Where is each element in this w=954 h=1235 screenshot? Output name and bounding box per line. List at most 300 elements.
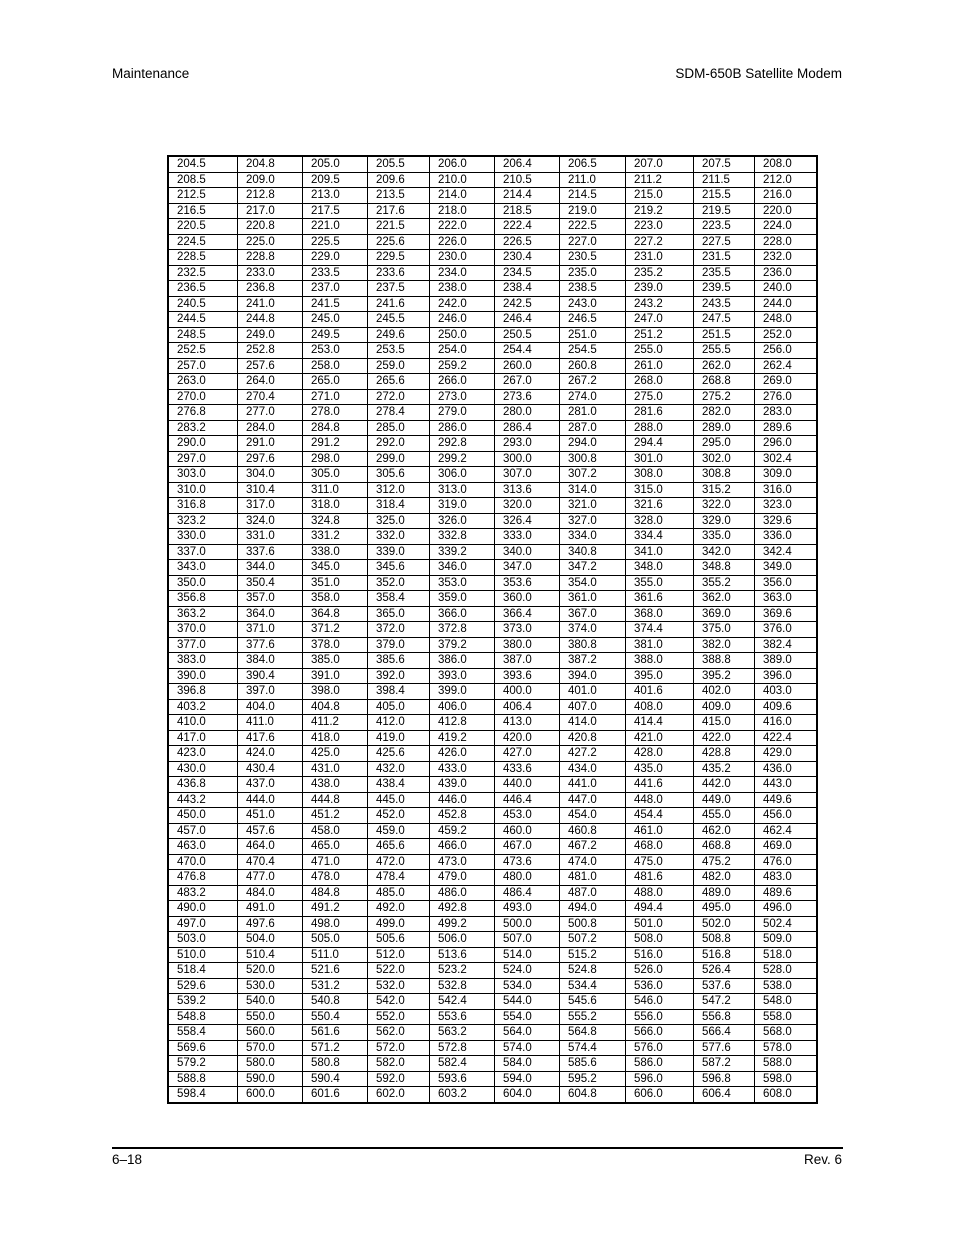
- footer-divider: [112, 1147, 843, 1149]
- table-cell: 438.4: [368, 777, 430, 793]
- table-cell: 446.0: [430, 792, 495, 808]
- table-cell: 358.0: [303, 591, 368, 607]
- table-cell: 416.0: [755, 715, 818, 731]
- table-row: [168, 715, 817, 731]
- table-cell: 291.0: [238, 436, 303, 452]
- table-cell: 580.0: [238, 1056, 303, 1072]
- table-cell: 515.2: [560, 947, 626, 963]
- table-cell: 479.0: [430, 870, 495, 886]
- table-cell: 401.6: [626, 684, 694, 700]
- table-cell: 571.2: [303, 1040, 368, 1056]
- table-cell: 209.0: [238, 172, 303, 188]
- table-cell: 246.0: [430, 312, 495, 328]
- table-cell: 326.4: [495, 513, 560, 529]
- table-cell: 240.5: [168, 296, 238, 312]
- table-cell: 454.0: [560, 808, 626, 824]
- table-cell: 486.0: [430, 885, 495, 901]
- table-cell: 566.0: [626, 1025, 694, 1041]
- table-cell: 384.0: [238, 653, 303, 669]
- table-cell: 283.0: [755, 405, 818, 421]
- table-cell: 369.0: [694, 606, 755, 622]
- table-cell: 358.4: [368, 591, 430, 607]
- table-cell: 569.6: [168, 1040, 238, 1056]
- table-cell: 520.0: [238, 963, 303, 979]
- table-cell: 537.6: [694, 978, 755, 994]
- table-cell: 299.0: [368, 451, 430, 467]
- table-cell: 598.4: [168, 1087, 238, 1103]
- table-row: [168, 420, 817, 436]
- table-cell: 424.0: [238, 746, 303, 762]
- table-cell: 219.2: [626, 203, 694, 219]
- table-cell: 226.5: [495, 234, 560, 250]
- table-cell: 449.6: [755, 792, 818, 808]
- table-cell: 493.0: [495, 901, 560, 917]
- table-cell: 420.8: [560, 730, 626, 746]
- table-cell: 236.5: [168, 281, 238, 297]
- table-cell: 459.2: [430, 823, 495, 839]
- table-cell: 258.0: [303, 358, 368, 374]
- table-cell: 392.0: [368, 668, 430, 684]
- table-cell: 463.0: [168, 839, 238, 855]
- table-cell: 236.0: [755, 265, 818, 281]
- table-cell: 430.4: [238, 761, 303, 777]
- table-cell: 316.8: [168, 498, 238, 514]
- table-cell: 241.6: [368, 296, 430, 312]
- table-cell: 347.0: [495, 560, 560, 576]
- table-row: [168, 932, 817, 948]
- table-cell: 217.6: [368, 203, 430, 219]
- table-row: [168, 544, 817, 560]
- table-cell: 257.6: [238, 358, 303, 374]
- table-cell: 508.0: [626, 932, 694, 948]
- table-cell: 228.5: [168, 250, 238, 266]
- table-cell: 443.0: [755, 777, 818, 793]
- table-cell: 305.6: [368, 467, 430, 483]
- table-cell: 507.0: [495, 932, 560, 948]
- table-cell: 560.0: [238, 1025, 303, 1041]
- table-cell: 212.8: [238, 188, 303, 204]
- table-row: [168, 653, 817, 669]
- table-cell: 546.0: [626, 994, 694, 1010]
- table-cell: 280.0: [495, 405, 560, 421]
- table-cell: 213.0: [303, 188, 368, 204]
- table-cell: 387.0: [495, 653, 560, 669]
- table-cell: 231.0: [626, 250, 694, 266]
- table-cell: 562.0: [368, 1025, 430, 1041]
- table-cell: 207.5: [694, 156, 755, 172]
- table-cell: 204.5: [168, 156, 238, 172]
- table-cell: 378.0: [303, 637, 368, 653]
- table-cell: 225.6: [368, 234, 430, 250]
- table-cell: 574.0: [495, 1040, 560, 1056]
- table-cell: 213.5: [368, 188, 430, 204]
- table-cell: 305.0: [303, 467, 368, 483]
- table-cell: 458.0: [303, 823, 368, 839]
- table-cell: 366.4: [495, 606, 560, 622]
- table-cell: 313.6: [495, 482, 560, 498]
- table-cell: 524.8: [560, 963, 626, 979]
- table-cell: 500.0: [495, 916, 560, 932]
- table-cell: 210.0: [430, 172, 495, 188]
- table-row: [168, 746, 817, 762]
- table-cell: 243.5: [694, 296, 755, 312]
- table-cell: 207.0: [626, 156, 694, 172]
- table-cell: 603.2: [430, 1087, 495, 1103]
- table-row: [168, 699, 817, 715]
- table-cell: 389.0: [755, 653, 818, 669]
- header-section-title: Maintenance: [112, 66, 190, 81]
- table-cell: 239.5: [694, 281, 755, 297]
- table-cell: 397.0: [238, 684, 303, 700]
- table-cell: 234.0: [430, 265, 495, 281]
- table-cell: 297.0: [168, 451, 238, 467]
- table-cell: 572.8: [430, 1040, 495, 1056]
- table-cell: 208.0: [755, 156, 818, 172]
- table-cell: 312.0: [368, 482, 430, 498]
- table-cell: 427.2: [560, 746, 626, 762]
- table-row: [168, 389, 817, 405]
- table-row: [168, 451, 817, 467]
- table-cell: 240.0: [755, 281, 818, 297]
- table-cell: 460.0: [495, 823, 560, 839]
- table-cell: 323.0: [755, 498, 818, 514]
- table-cell: 332.8: [430, 529, 495, 545]
- table-cell: 592.0: [368, 1071, 430, 1087]
- table-cell: 254.4: [495, 343, 560, 359]
- table-cell: 600.0: [238, 1087, 303, 1103]
- table-row: [168, 947, 817, 963]
- table-cell: 425.6: [368, 746, 430, 762]
- table-cell: 409.6: [755, 699, 818, 715]
- table-row: [168, 234, 817, 250]
- table-cell: 243.0: [560, 296, 626, 312]
- table-cell: 387.2: [560, 653, 626, 669]
- frequency-table: [167, 155, 818, 1104]
- table-cell: 351.0: [303, 575, 368, 591]
- table-cell: 451.2: [303, 808, 368, 824]
- table-cell: 509.0: [755, 932, 818, 948]
- table-cell: 244.8: [238, 312, 303, 328]
- table-cell: 593.6: [430, 1071, 495, 1087]
- table-cell: 257.0: [168, 358, 238, 374]
- table-cell: 375.0: [694, 622, 755, 638]
- table-row: [168, 358, 817, 374]
- table-cell: 239.0: [626, 281, 694, 297]
- table-cell: 318.4: [368, 498, 430, 514]
- table-cell: 481.6: [626, 870, 694, 886]
- table-cell: 395.2: [694, 668, 755, 684]
- table-cell: 433.6: [495, 761, 560, 777]
- table-cell: 230.5: [560, 250, 626, 266]
- table-cell: 223.0: [626, 219, 694, 235]
- table-cell: 357.0: [238, 591, 303, 607]
- table-cell: 412.8: [430, 715, 495, 731]
- table-cell: 417.0: [168, 730, 238, 746]
- table-cell: 259.0: [368, 358, 430, 374]
- table-cell: 423.0: [168, 746, 238, 762]
- table-cell: 500.8: [560, 916, 626, 932]
- table-cell: 415.0: [694, 715, 755, 731]
- table-cell: 489.6: [755, 885, 818, 901]
- table-row: [168, 343, 817, 359]
- table-cell: 512.0: [368, 947, 430, 963]
- table-cell: 361.6: [626, 591, 694, 607]
- table-cell: 532.0: [368, 978, 430, 994]
- table-cell: 526.0: [626, 963, 694, 979]
- table-cell: 353.6: [495, 575, 560, 591]
- table-cell: 449.0: [694, 792, 755, 808]
- table-row: [168, 482, 817, 498]
- table-cell: 485.0: [368, 885, 430, 901]
- table-cell: 396.8: [168, 684, 238, 700]
- table-cell: 289.6: [755, 420, 818, 436]
- table-cell: 404.8: [303, 699, 368, 715]
- table-cell: 524.0: [495, 963, 560, 979]
- table-cell: 227.2: [626, 234, 694, 250]
- table-cell: 443.2: [168, 792, 238, 808]
- table-cell: 432.0: [368, 761, 430, 777]
- table-cell: 514.0: [495, 947, 560, 963]
- table-cell: 364.8: [303, 606, 368, 622]
- table-cell: 476.8: [168, 870, 238, 886]
- table-cell: 348.0: [626, 560, 694, 576]
- table-cell: 340.0: [495, 544, 560, 560]
- table-cell: 278.0: [303, 405, 368, 421]
- table-cell: 425.0: [303, 746, 368, 762]
- table-cell: 276.0: [755, 389, 818, 405]
- table-cell: 542.0: [368, 994, 430, 1010]
- table-cell: 331.0: [238, 529, 303, 545]
- table-cell: 356.0: [755, 575, 818, 591]
- table-cell: 486.4: [495, 885, 560, 901]
- table-cell: 269.0: [755, 374, 818, 390]
- table-cell: 385.6: [368, 653, 430, 669]
- table-cell: 275.0: [626, 389, 694, 405]
- table-cell: 494.4: [626, 901, 694, 917]
- table-cell: 227.5: [694, 234, 755, 250]
- table-cell: 540.0: [238, 994, 303, 1010]
- table-cell: 219.0: [560, 203, 626, 219]
- table-cell: 412.0: [368, 715, 430, 731]
- table-cell: 540.8: [303, 994, 368, 1010]
- table-cell: 338.0: [303, 544, 368, 560]
- table-cell: 441.6: [626, 777, 694, 793]
- table-row: [168, 188, 817, 204]
- table-cell: 467.0: [495, 839, 560, 855]
- table-cell: 572.0: [368, 1040, 430, 1056]
- table-cell: 497.0: [168, 916, 238, 932]
- table-cell: 253.0: [303, 343, 368, 359]
- table-cell: 278.4: [368, 405, 430, 421]
- table-cell: 354.0: [560, 575, 626, 591]
- table-cell: 337.6: [238, 544, 303, 560]
- table-cell: 293.0: [495, 436, 560, 452]
- table-cell: 336.0: [755, 529, 818, 545]
- table-cell: 409.0: [694, 699, 755, 715]
- table-cell: 224.0: [755, 219, 818, 235]
- table-cell: 434.0: [560, 761, 626, 777]
- table-cell: 215.0: [626, 188, 694, 204]
- table-cell: 339.0: [368, 544, 430, 560]
- table-cell: 414.0: [560, 715, 626, 731]
- table-cell: 294.0: [560, 436, 626, 452]
- table-cell: 244.0: [755, 296, 818, 312]
- table-cell: 489.0: [694, 885, 755, 901]
- table-cell: 436.0: [755, 761, 818, 777]
- table-cell: 462.0: [694, 823, 755, 839]
- table-cell: 452.8: [430, 808, 495, 824]
- table-cell: 204.8: [238, 156, 303, 172]
- table-row: [168, 1087, 817, 1103]
- table-cell: 268.0: [626, 374, 694, 390]
- table-cell: 475.2: [694, 854, 755, 870]
- table-cell: 216.5: [168, 203, 238, 219]
- table-cell: 491.2: [303, 901, 368, 917]
- table-cell: 346.0: [430, 560, 495, 576]
- table-cell: 262.0: [694, 358, 755, 374]
- table-cell: 576.0: [626, 1040, 694, 1056]
- table-cell: 303.0: [168, 467, 238, 483]
- table-cell: 558.4: [168, 1025, 238, 1041]
- table-cell: 233.6: [368, 265, 430, 281]
- table-cell: 235.5: [694, 265, 755, 281]
- table-cell: 577.6: [694, 1040, 755, 1056]
- table-cell: 579.2: [168, 1056, 238, 1072]
- table-cell: 405.0: [368, 699, 430, 715]
- table-cell: 564.0: [495, 1025, 560, 1041]
- table-row: [168, 777, 817, 793]
- table-cell: 606.4: [694, 1087, 755, 1103]
- table-cell: 322.0: [694, 498, 755, 514]
- table-cell: 574.4: [560, 1040, 626, 1056]
- table-cell: 451.0: [238, 808, 303, 824]
- table-cell: 329.6: [755, 513, 818, 529]
- table-cell: 238.5: [560, 281, 626, 297]
- table-cell: 556.8: [694, 1009, 755, 1025]
- table-cell: 230.0: [430, 250, 495, 266]
- table-cell: 495.0: [694, 901, 755, 917]
- table-cell: 505.6: [368, 932, 430, 948]
- table-cell: 518.4: [168, 963, 238, 979]
- table-cell: 550.4: [303, 1009, 368, 1025]
- table-cell: 353.0: [430, 575, 495, 591]
- table-cell: 238.4: [495, 281, 560, 297]
- table-cell: 246.4: [495, 312, 560, 328]
- table-cell: 516.8: [694, 947, 755, 963]
- table-cell: 227.0: [560, 234, 626, 250]
- table-cell: 447.0: [560, 792, 626, 808]
- table-cell: 349.0: [755, 560, 818, 576]
- table-cell: 302.0: [694, 451, 755, 467]
- table-cell: 214.5: [560, 188, 626, 204]
- table-cell: 483.0: [755, 870, 818, 886]
- table-cell: 225.0: [238, 234, 303, 250]
- table-cell: 383.0: [168, 653, 238, 669]
- table-cell: 290.0: [168, 436, 238, 452]
- table-cell: 209.6: [368, 172, 430, 188]
- table-cell: 265.6: [368, 374, 430, 390]
- table-cell: 265.0: [303, 374, 368, 390]
- table-cell: 461.0: [626, 823, 694, 839]
- table-cell: 492.0: [368, 901, 430, 917]
- table-cell: 588.8: [168, 1071, 238, 1087]
- table-cell: 230.4: [495, 250, 560, 266]
- table-cell: 355.0: [626, 575, 694, 591]
- table-row: [168, 854, 817, 870]
- table-cell: 510.4: [238, 947, 303, 963]
- table-cell: 539.2: [168, 994, 238, 1010]
- table-cell: 508.8: [694, 932, 755, 948]
- table-cell: 356.8: [168, 591, 238, 607]
- table-cell: 233.5: [303, 265, 368, 281]
- table-cell: 238.0: [430, 281, 495, 297]
- table-cell: 545.6: [560, 994, 626, 1010]
- table-cell: 229.5: [368, 250, 430, 266]
- table-cell: 455.0: [694, 808, 755, 824]
- table-row: [168, 1040, 817, 1056]
- table-cell: 440.0: [495, 777, 560, 793]
- table-row: [168, 250, 817, 266]
- table-cell: 606.0: [626, 1087, 694, 1103]
- table-cell: 308.8: [694, 467, 755, 483]
- table-cell: 408.0: [626, 699, 694, 715]
- table-cell: 396.0: [755, 668, 818, 684]
- table-row: [168, 296, 817, 312]
- table-cell: 371.0: [238, 622, 303, 638]
- table-cell: 403.0: [755, 684, 818, 700]
- table-cell: 335.0: [694, 529, 755, 545]
- table-cell: 558.0: [755, 1009, 818, 1025]
- table-cell: 406.4: [495, 699, 560, 715]
- table-cell: 582.4: [430, 1056, 495, 1072]
- table-cell: 326.0: [430, 513, 495, 529]
- table-cell: 563.2: [430, 1025, 495, 1041]
- table-cell: 344.0: [238, 560, 303, 576]
- table-cell: 444.0: [238, 792, 303, 808]
- table-cell: 433.0: [430, 761, 495, 777]
- table-cell: 277.0: [238, 405, 303, 421]
- table-cell: 596.8: [694, 1071, 755, 1087]
- table-row: [168, 156, 817, 172]
- table-cell: 501.0: [626, 916, 694, 932]
- table-row: [168, 978, 817, 994]
- table-cell: 507.2: [560, 932, 626, 948]
- table-cell: 580.8: [303, 1056, 368, 1072]
- table-cell: 446.4: [495, 792, 560, 808]
- table-cell: 251.0: [560, 327, 626, 343]
- table-cell: 490.0: [168, 901, 238, 917]
- table-cell: 483.2: [168, 885, 238, 901]
- table-cell: 363.2: [168, 606, 238, 622]
- table-cell: 438.0: [303, 777, 368, 793]
- table-cell: 364.0: [238, 606, 303, 622]
- table-cell: 241.0: [238, 296, 303, 312]
- table-cell: 555.2: [560, 1009, 626, 1025]
- table-cell: 377.0: [168, 637, 238, 653]
- table-cell: 400.0: [495, 684, 560, 700]
- table-cell: 407.0: [560, 699, 626, 715]
- table-cell: 587.2: [694, 1056, 755, 1072]
- table-cell: 232.5: [168, 265, 238, 281]
- table-cell: 422.0: [694, 730, 755, 746]
- table-cell: 342.0: [694, 544, 755, 560]
- table-cell: 363.0: [755, 591, 818, 607]
- table-cell: 234.5: [495, 265, 560, 281]
- table-cell: 482.0: [694, 870, 755, 886]
- table-cell: 208.5: [168, 172, 238, 188]
- table-cell: 417.6: [238, 730, 303, 746]
- table-cell: 249.5: [303, 327, 368, 343]
